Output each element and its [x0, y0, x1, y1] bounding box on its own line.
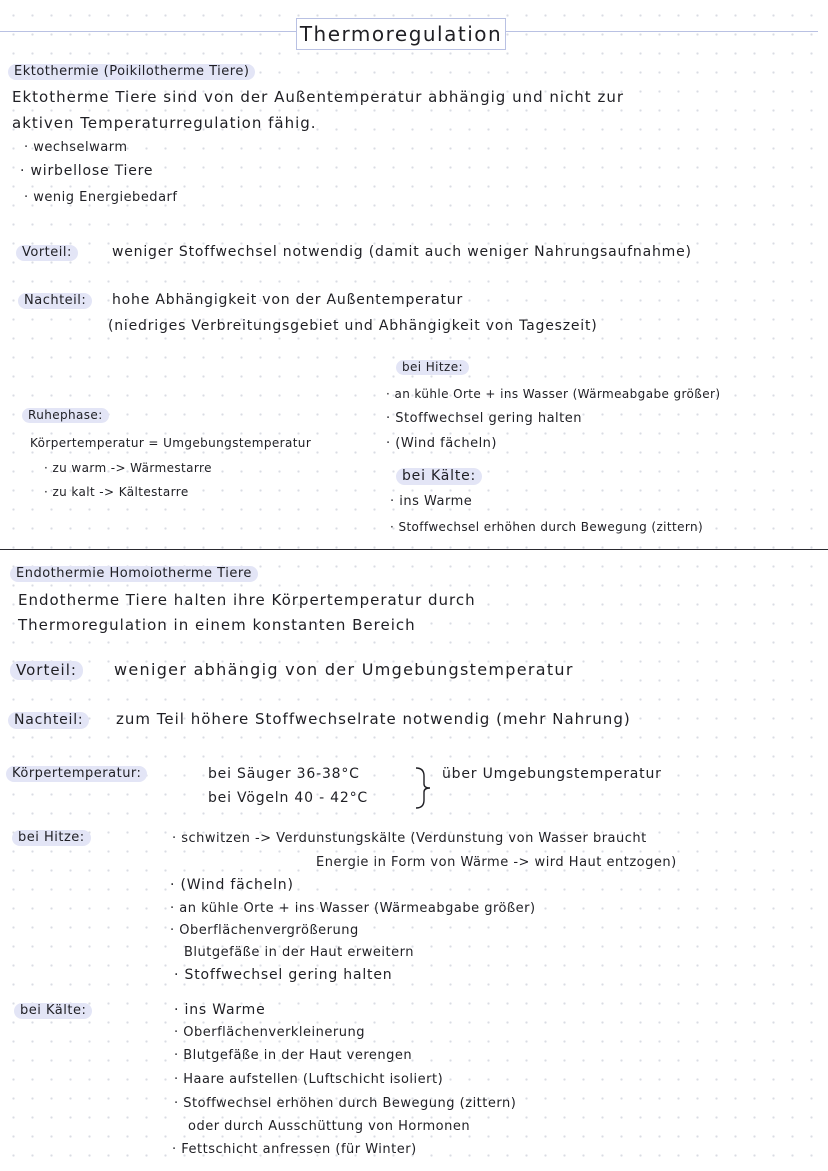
endo-nachteil-text: zum Teil höhere Stoffwechselrate notwendig (mehr Nahrung) [116, 710, 631, 728]
ekto-vorteil-text: weniger Stoffwechsel notwendig (damit auch weniger Nahrungsaufnahme) [112, 244, 692, 260]
ekto-hitze-item-1: · an kühle Orte + ins Wasser (Wärmeabgabe größer) [386, 387, 720, 401]
ekto-intro-line1: Ektotherme Tiere sind von der Außentemperatur abhängig und nicht zur [12, 88, 625, 106]
ekto-bullet-3: · wenig Energiebedarf [24, 190, 177, 205]
endo-hitze-item-4: Blutgefäße in der Haut erweitern [184, 945, 414, 960]
endo-kaelte-cont: oder durch Ausschüttung von Hormonen [188, 1119, 471, 1134]
endo-kaelte-item-5: · Stoffwechsel erhöhen durch Bewegung (zittern) [174, 1096, 516, 1111]
ekto-ruhephase-label: Ruhephase: [22, 408, 109, 423]
endo-hitze-item-2: · an kühle Orte + ins Wasser (Wärmeabgabe größer) [170, 901, 536, 916]
ekto-hitze-item-2: · Stoffwechsel gering halten [386, 411, 582, 426]
endo-brace-note: über Umgebungstemperatur [442, 766, 662, 782]
endo-kaelte-last: · Fettschicht anfressen (für Winter) [172, 1142, 417, 1157]
endo-hitze-item-5: · Stoffwechsel gering halten [174, 967, 392, 983]
endo-koerper-label: Körpertemperatur: [6, 766, 147, 782]
endo-kaelte-item-3: · Blutgefäße in der Haut verengen [174, 1048, 412, 1063]
ekto-kaelte-item-1: · ins Warme [390, 494, 472, 509]
ekto-vorteil-label: Vorteil: [16, 245, 78, 261]
endo-kaelte-item-2: · Oberflächenverkleinerung [174, 1025, 365, 1040]
ekto-bullet-1: · wechselwarm [24, 140, 128, 155]
ekto-nachteil-label: Nachteil: [18, 293, 92, 309]
endo-intro-line1: Endotherme Tiere halten ihre Körpertemperatur durch [18, 591, 476, 609]
endo-hitze-label: bei Hitze: [12, 830, 91, 846]
endo-vorteil-label: Vorteil: [10, 661, 83, 680]
ekto-kaelte-item-2: · Stoffwechsel erhöhen durch Bewegung (zittern) [390, 520, 703, 534]
ekto-kaelte-label: bei Kälte: [396, 468, 482, 485]
endo-hitze-line2: Energie in Form von Wärme -> wird Haut entzogen) [316, 855, 677, 870]
ekto-bullet-2: · wirbellose Tiere [20, 163, 153, 179]
endo-voegel: bei Vögeln 40 - 42°C [208, 790, 368, 806]
endo-hitze-item-1: · (Wind fächeln) [170, 877, 294, 893]
endo-vorteil-text: weniger abhängig von der Umgebungstemperatur [114, 660, 574, 679]
endo-nachteil-label: Nachteil: [8, 712, 89, 729]
ekto-nachteil-line1: hohe Abhängigkeit von der Außentemperatur [112, 292, 464, 308]
ekto-ruhephase-line: Körpertemperatur = Umgebungstemperatur [30, 436, 312, 450]
endo-kaelte-item-1: · ins Warme [174, 1002, 266, 1018]
ekto-heading: Ektothermie (Poikilotherme Tiere) [8, 64, 255, 80]
ekto-ruhephase-item-2: · zu kalt -> Kältestarre [44, 485, 189, 499]
brace-icon [414, 766, 436, 810]
endo-intro-line2: Thermoregulation in einem konstanten Bereich [18, 616, 416, 634]
ekto-hitze-item-3: · (Wind fächeln) [386, 436, 497, 451]
ekto-nachteil-line2: (niedriges Verbreitungsgebiet und Abhängigkeit von Tageszeit) [108, 318, 598, 334]
ekto-ruhephase-item-1: · zu warm -> Wärmestarre [44, 461, 212, 475]
endo-heading: Endothermie Homoiotherme Tiere [10, 566, 258, 582]
endo-kaelte-item-4: · Haare aufstellen (Luftschicht isoliert) [174, 1072, 443, 1087]
endo-kaelte-label: bei Kälte: [14, 1003, 92, 1019]
endo-saeuger: bei Säuger 36-38°C [208, 766, 360, 782]
ekto-hitze-label: bei Hitze: [396, 360, 469, 375]
page-title: Thermoregulation [296, 18, 506, 50]
endo-hitze-line1: · schwitzen -> Verdunstungskälte (Verdunstung von Wasser braucht [172, 831, 647, 846]
ekto-intro-line2: aktiven Temperaturregulation fähig. [12, 114, 317, 132]
section-divider [0, 549, 828, 550]
endo-hitze-item-3: · Oberflächenvergrößerung [170, 923, 359, 938]
